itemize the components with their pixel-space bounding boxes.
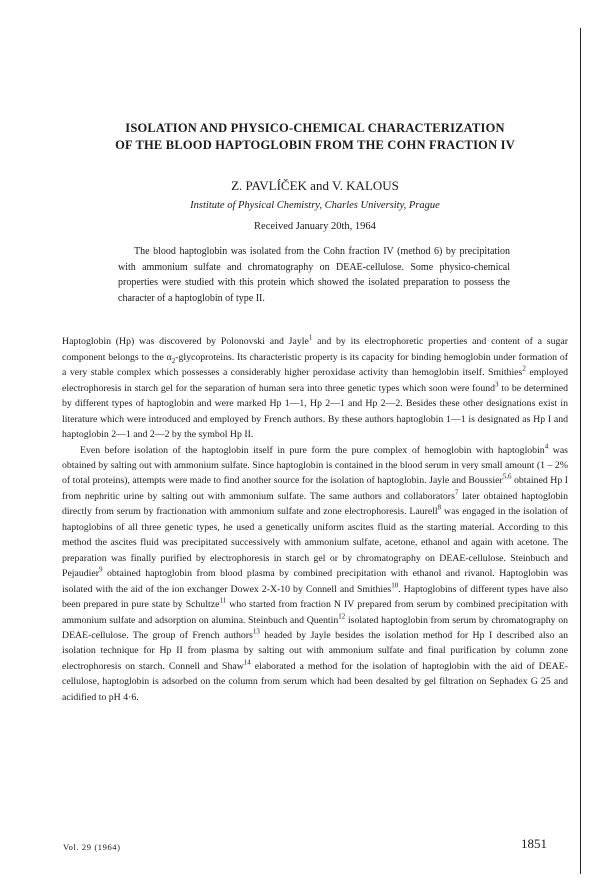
citation-ref: 12 xyxy=(338,612,346,621)
citation-ref: 5,6 xyxy=(502,473,512,482)
citation-ref: 4 xyxy=(544,442,549,451)
citation-ref: 10 xyxy=(391,581,399,590)
citation-ref: 14 xyxy=(243,658,251,667)
title-line-1: ISOLATION AND PHYSICO-CHEMICAL CHARACTERIZATION xyxy=(125,121,505,135)
citation-ref: 7 xyxy=(454,488,459,497)
page-number: 1851 xyxy=(521,836,547,851)
citation-ref: 3 xyxy=(495,380,499,389)
citation-ref: 9 xyxy=(99,565,103,574)
subscript: 2 xyxy=(171,356,176,365)
received-date: Received January 20th, 1964 xyxy=(254,221,376,232)
abstract: The blood haptoglobin was isolated from the Cohn fraction IV (method 6) by precipitation with ammonium sulfate and chromatography on DEAE-cellulose. Some physico-chemical properties were studied with this protein which showed the isolated preparation to possess the character of a haptoglobin of type II. xyxy=(118,246,510,304)
citation-ref: 1 xyxy=(308,334,313,343)
title-line-2: OF THE BLOOD HAPTOGLOBIN FROM THE COHN FRACTION IV xyxy=(115,138,515,152)
paper-page xyxy=(62,120,568,705)
paper-affiliation: Institute of Physical Chemistry, Charles University, Prague xyxy=(190,200,440,211)
paragraph-1: Haptoglobin (Hp) was discovered by Polonovski and Jayle$^1$ and by its electrophoretic properties and content of a sugar component belongs to the $\alpha_2$-glycoproteins. Its characteristic property is its capacity for binding hemoglobin under formation of a very stable complex which possesses a considerably higher peroxidase activity than hemoglobin itself. Smithies$^2$ employed electrophoresis in starch gel for the separation of human sera into three genetic types which soon were found$^3$ to be determined by different types of haptoglobin and were marked Hp 1—1, Hp 2—1 and Hp 2—2. Besides these other designations exist in literature which were introduced and employed by French authors. By these authors haptoglobin 1—1 is designated as Hp I and haptoglobin 2—1 and 2—2 by the symbol Hp II. xyxy=(62,334,568,441)
paper-title xyxy=(62,120,568,154)
page-edge-rule xyxy=(580,28,581,874)
footer-volume: Vol. 29 (1964) xyxy=(63,842,121,852)
citation-ref: 13 xyxy=(252,627,260,636)
paper-authors: Z. PAVLÍČEK and V. KALOUS xyxy=(231,178,399,193)
citation-ref: 2 xyxy=(522,365,526,374)
body-text xyxy=(62,334,568,705)
paragraph-2: Even before isolation of the haptoglobin itself in pure form the pure complex of hemoglobin with haptoglobin$^4$ was obtained by salting out with ammonium sulfate. Since haptoglobin is contained in the blood serum in very small amount (1 – 2% of total proteins), attempts were made to find another source for the isolation of haptoglobin. Jayle and Boussier$^{5,6}$ obtained Hp I from nephritic urine by salting out with ammonium sulfate. The same authors and collaborators$^7$ later obtained haptoglobin directly from serum by fractionation with ammonium sulfate and zone electrophoresis. Laurell$^8$ was engaged in the isolation of haptoglobins of all three genetic types, he used a genetically uniform ascites fluid as the starting material. According to this method the ascites fluid was precipitated successively with ammonium sulfate, acetone, ethanol and again with acetone. The preparation was finally purified by electrophoresis in starch gel or by chromatography on DEAE-cellulose. Steinbuch and Pejaudier$^9$ obtained haptoglobin from blood plasma by combined precipitation with ethanol and rivanol. Haptoglobin was isolated with the aid of the ion exchanger Dowex 2-X-10 by Connell and Smithies$^{10}$. Haptoglobins of different types have also been prepared in pure state by Schultze$^{11}$ who started from fraction N IV prepared from serum by combined precipitation with ammonium sulfate and adsorption on alumina. Steinbuch and Quentin$^{12}$ isolated haptoglobin from serum by chromatography on DEAE-cellulose. The group of French authors$^{13}$ headed by Jayle besides the isolation method for Hp I described also an isolation technique for Hp II from plasma by salting out with ammonium sulfate and final purification by column zone electrophoresis on starch. Connell and Shaw$^{14}$ elaborated a method for the isolation of haptoglobin with the aid of DEAE-cellulose, haptoglobin is adsorbed on the column from serum which had been desalted by gel filtration on Sephadex G 25 and acidified to pH 4·6. xyxy=(62,442,569,703)
citation-ref: 11 xyxy=(219,596,227,605)
citation-ref: 8 xyxy=(437,504,442,513)
